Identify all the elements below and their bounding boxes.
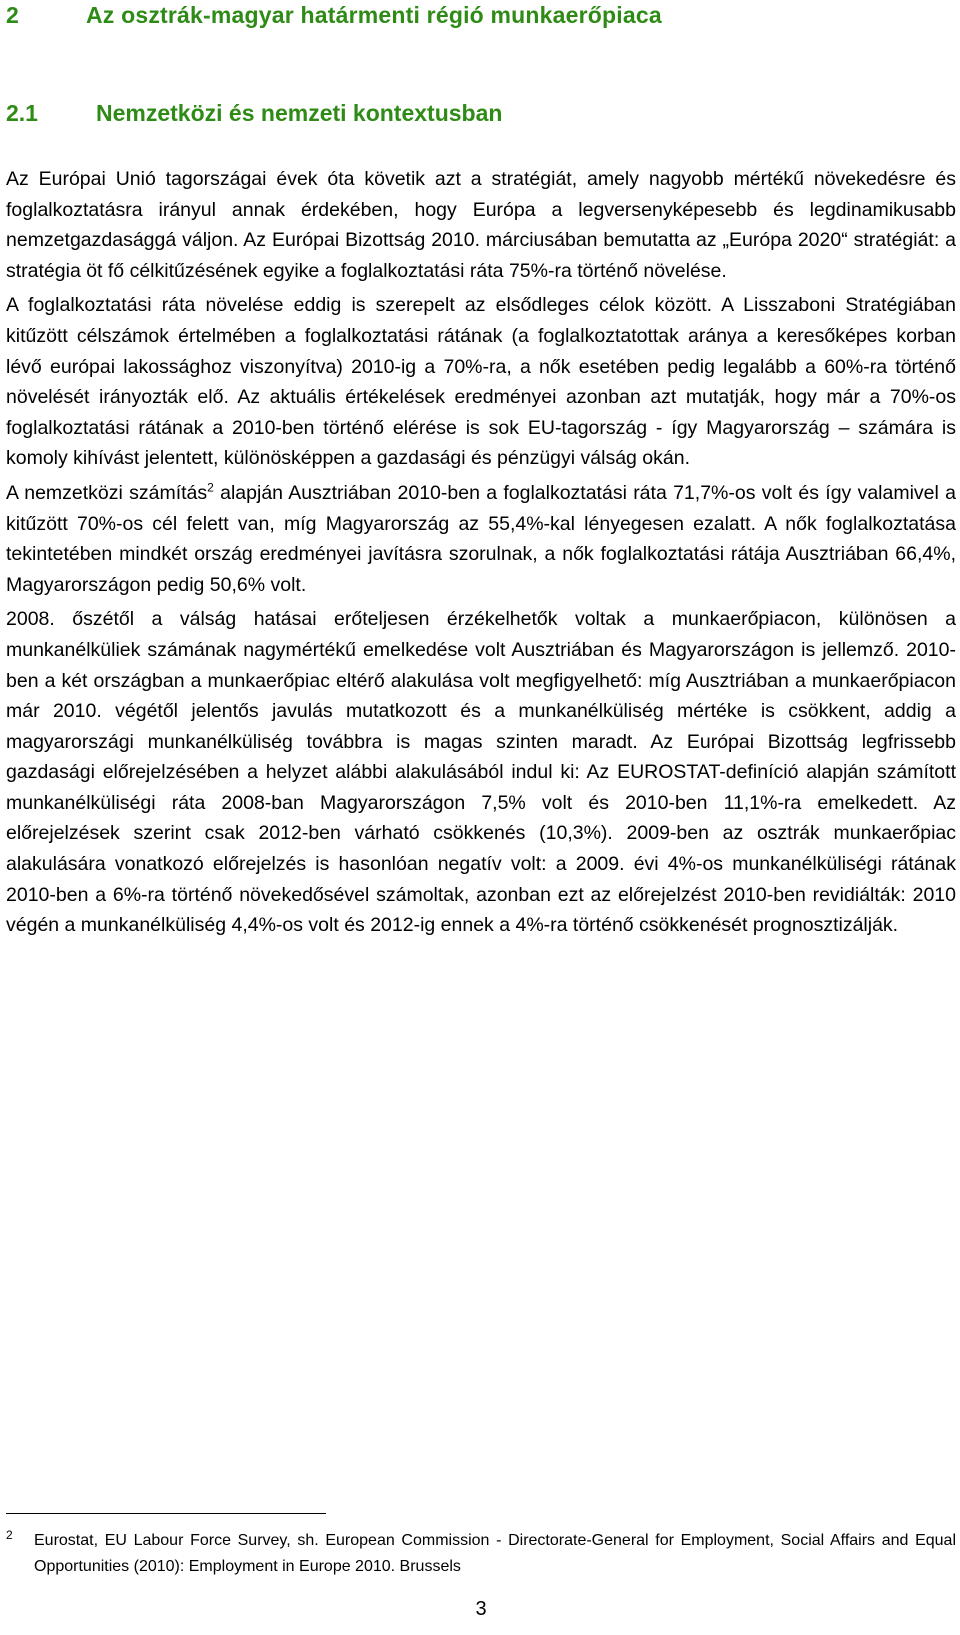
paragraph-2: A foglalkoztatási ráta növelése eddig is szerepelt az elsődleges célok között. A Lisszaboni Stratégiában kitűzött célszámok értelmében a foglalkoztatási rátának (a foglalkoztatottak aránya a keresőképes korban lévő európai lakossághoz viszonyítva) 2010-ig a 70%-ra, a nők esetében pedig legalább a 60%-ra történő növelését irányozták elő. Az aktuális értékelések eredményei azonban azt mutatják, hogy már a 70%-os foglalkoztatási rátának a 2010-ben történő elérése is sok EU-tagország - így Magyarország – számára is komoly kihívást jelentett, különösképpen a gazdasági és pénzügyi válság okán. — [6, 294, 956, 470]
paragraph-3 — [6, 478, 956, 600]
footnote-separator — [6, 1513, 326, 1514]
body-text — [6, 164, 956, 941]
section-heading — [6, 100, 502, 127]
chapter-number: 2 — [6, 2, 19, 28]
footnote-reference[interactable]: 2 — [207, 480, 214, 495]
footnote — [6, 1528, 956, 1580]
chapter-title: Az osztrák-magyar határmenti régió munkaerőpiaca — [86, 2, 662, 28]
paragraph-1: Az Európai Unió tagországai évek óta követik azt a stratégiát, amely nagyobb mértékű növekedésre és foglalkoztatásra irányul annak érdekében, hogy Európa a legversenyképesebb és legdinamikusabb nemzetgazdasággá váljon. Az Európai Bizottság 2010. márciusában bemutatta az „Európa 2020“ stratégiát: a stratégia öt fő célkitűzésének egyike a foglalkoztatási ráta 75%-ra történő növelése. — [6, 168, 956, 282]
paragraph-4: 2008. őszétől a válság hatásai erőteljesen érzékelhetők voltak a munkaerőpiacon, különösen a munkanélküliek számának nagymértékű emelkedése volt Ausztriában és Magyarországon is jellemző. 2010-ben a két országban a munkaerőpiac eltérő alakulása volt megfigyelhető: míg Ausztriában a munkaerőpiacon már 2010. végétől jelentős javulás mutatkozott és a munkanélküliség mértéke is csökkent, addig a magyarországi munkanélküliség továbbra is magas szinten maradt. Az Európai Bizottság legfrissebb gazdasági előrejelzésében a helyzet alábbi alakulásából indul ki: Az EUROSTAT-definíció alapján számított munkanélküliségi ráta 2008-ban Magyarországon 7,5% volt és 2010-ben 11,1%-ra emelkedett. Az előrejelzések szerint csak 2012-ben várható csökkenés (10,3%). 2009-ben az osztrák munkaerőpiac alakulására vonatkozó előrejelzés is hasonlóan negatív volt: a 2009. évi 4%-os munkanélküliségi rátának 2010-ben a 6%-ra történő növekedősével számoltak, azonban ezt az előrejelzést 2010-ben revidiálták: 2010 végén a munkanélküliség 4,4%-os volt és 2012-ig ennek a 4%-ra történő csökkenését prognosztizálják. — [6, 608, 956, 937]
paragraph-3-rest: alapján Ausztriában 2010-ben a foglalkoztatási ráta 71,7%-os volt és így valamivel a kitűzött 70%-os cél felett van, míg Magyarország az 55,4%-kal lényegesen ezalatt. A nők foglalkoztatása tekintetében mindkét ország eredményei javításra szorulnak, a nők foglalkoztatási rátája Ausztriában 66,4%, Magyarországon pedig 50,6% volt. — [6, 481, 956, 596]
section-number: 2.1 — [6, 100, 38, 126]
chapter-heading — [6, 2, 662, 29]
paragraph-3-start: A nemzetközi számítás — [6, 481, 208, 504]
section-title: Nemzetközi és nemzeti kontextusban — [96, 100, 503, 126]
page-number: 3 — [475, 1598, 487, 1620]
footnote-mark: 2 — [6, 1528, 13, 1542]
footnote-text: Eurostat, EU Labour Force Survey, sh. European Commission - Directorate-General for Employment, Social Affairs and Equal Opportunities (2010): Employment in Europe 2010. Brussels — [34, 1532, 956, 1575]
